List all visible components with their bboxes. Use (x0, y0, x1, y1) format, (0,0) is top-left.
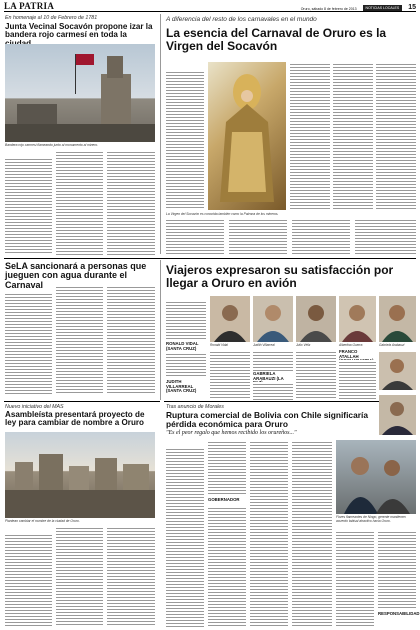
article1-col2 (56, 150, 103, 255)
article2-col4 (376, 62, 416, 210)
article1-col3 (107, 150, 155, 255)
article4-headline: Viajeros expresaron su satisfacción por llegar a Oruro en avión (166, 263, 394, 290)
article6-col2-top (208, 440, 246, 496)
article2-headline: La esencia del Carnaval de Oruro es la Virgen del Socavón (166, 26, 387, 53)
portrait-ronald-vidal (210, 296, 250, 342)
portrait-franco-atallah (379, 352, 416, 390)
article2-caption: La Virgen del Socavón es conocida también como la Patrona de los mineros. (166, 212, 279, 216)
article6-col4 (292, 440, 332, 627)
portrait-albertina-guerra (339, 296, 376, 342)
article1-kicker: En homenaje al 10 de Febrero de 1781 (5, 15, 98, 21)
article6-pullquote: "Es el peor regalo que hemos recibido los orureños..." (166, 430, 297, 436)
portrait-name-4: Albertina Guerra (339, 343, 363, 347)
page-number: 15 (408, 4, 416, 11)
article6-photo (336, 440, 416, 514)
section-rule (4, 258, 416, 259)
article4-subhead-1: RONALD VIDAL (SANTA CRUZ) (166, 341, 199, 351)
article6-kicker: Tras anuncio de Morales (166, 404, 224, 410)
article4-subhead-2: JUDITH VILLARREAL (SANTA CRUZ) (166, 379, 197, 394)
article1-headline: Junta Vecinal Socavón propone izar la bandera rojo carmesí en toda la (5, 22, 153, 40)
article2-col8 (355, 218, 416, 255)
article6-col1 (166, 447, 204, 627)
article5-headline: Asambleísta presentará proyecto de ley para cambiar de nombre a Oruro (5, 410, 145, 428)
portrait-gabriela-arabauzi (379, 296, 416, 342)
article1-photo (5, 44, 155, 142)
article4-col6 (339, 360, 376, 400)
column-divider (160, 260, 161, 400)
issue-date: Oruro, sábado 8 de febrero de 2013 (300, 7, 357, 11)
section-rule (4, 401, 160, 402)
article6-subhead-governor: GOBERNADOR (208, 497, 240, 502)
section-label: NOTICIAS LOCALES (363, 5, 403, 11)
article5-kicker: Nuevo iniciativo del MAS (5, 404, 64, 410)
article2-col3 (333, 62, 373, 210)
portrait-name-3: Julio Véliz (296, 343, 311, 347)
article2-col2 (290, 62, 330, 210)
article1-col1 (5, 157, 52, 255)
article5-col2 (56, 526, 103, 627)
article2-col6 (229, 218, 287, 255)
article3-col2 (56, 285, 103, 395)
article5-city-photo (5, 432, 155, 518)
article2-virgin-photo (208, 62, 286, 210)
article1-caption: Bandera rojo carmesí flameando junto al monumento al minero. (5, 143, 99, 147)
portrait-name-5: Gabriela Arabauzi (379, 343, 405, 347)
portrait-remigio-salinas (379, 395, 416, 435)
article2-col7 (292, 218, 350, 255)
portrait-name-1: Ronald Vidal (210, 343, 229, 347)
portrait-name-2: Judith Villarreal (253, 343, 275, 347)
newspaper-logo: LA PATRIA (4, 1, 55, 11)
article5-col1 (5, 533, 52, 627)
masthead (4, 2, 416, 12)
article2-col1 (166, 70, 204, 210)
article4-subhead-3: GABRIELA ARABAUZI (LA (253, 371, 284, 381)
article6-col2 (208, 506, 246, 627)
article6-col5 (336, 530, 374, 627)
column-divider (160, 14, 161, 254)
article6-caption: Flores flameantes de Ningo, gerente mantienen acuerdo tabisal atractivo hacia Oruro. (336, 515, 406, 523)
article2-kicker: A diferencia del resto de los carnavales en el mundo (166, 16, 317, 23)
article6-col3 (250, 440, 288, 627)
article3-col1 (5, 292, 52, 395)
portrait-julio-veliz (296, 296, 336, 342)
article6-subhead-responsibility: RESPONSABILIDAD (378, 611, 420, 616)
article4-col2 (210, 350, 250, 400)
article3-headline: SeLA sancionará a personas que jueguen con agua durante el Carnaval (5, 261, 147, 290)
article4-col4 (253, 382, 293, 400)
article5-caption: Plantean cambiar el nombre de la ciudad de Oruro. (5, 519, 80, 523)
article6-col6 (378, 530, 416, 610)
article4-col5 (296, 350, 336, 400)
article4-col3 (253, 350, 293, 372)
article4-col1 (166, 352, 206, 378)
article5-col3 (107, 526, 155, 627)
portrait-judith-villarreal (253, 296, 293, 342)
article2-col5 (166, 218, 224, 255)
article6-headline: Ruptura comercial de Bolivia con Chile significaría pérdida económica para Oruro (166, 410, 368, 429)
article4-subhead-4: FRANCO ATALLAH (339, 349, 359, 359)
article3-col3 (107, 285, 155, 395)
article4-intro (166, 300, 206, 340)
